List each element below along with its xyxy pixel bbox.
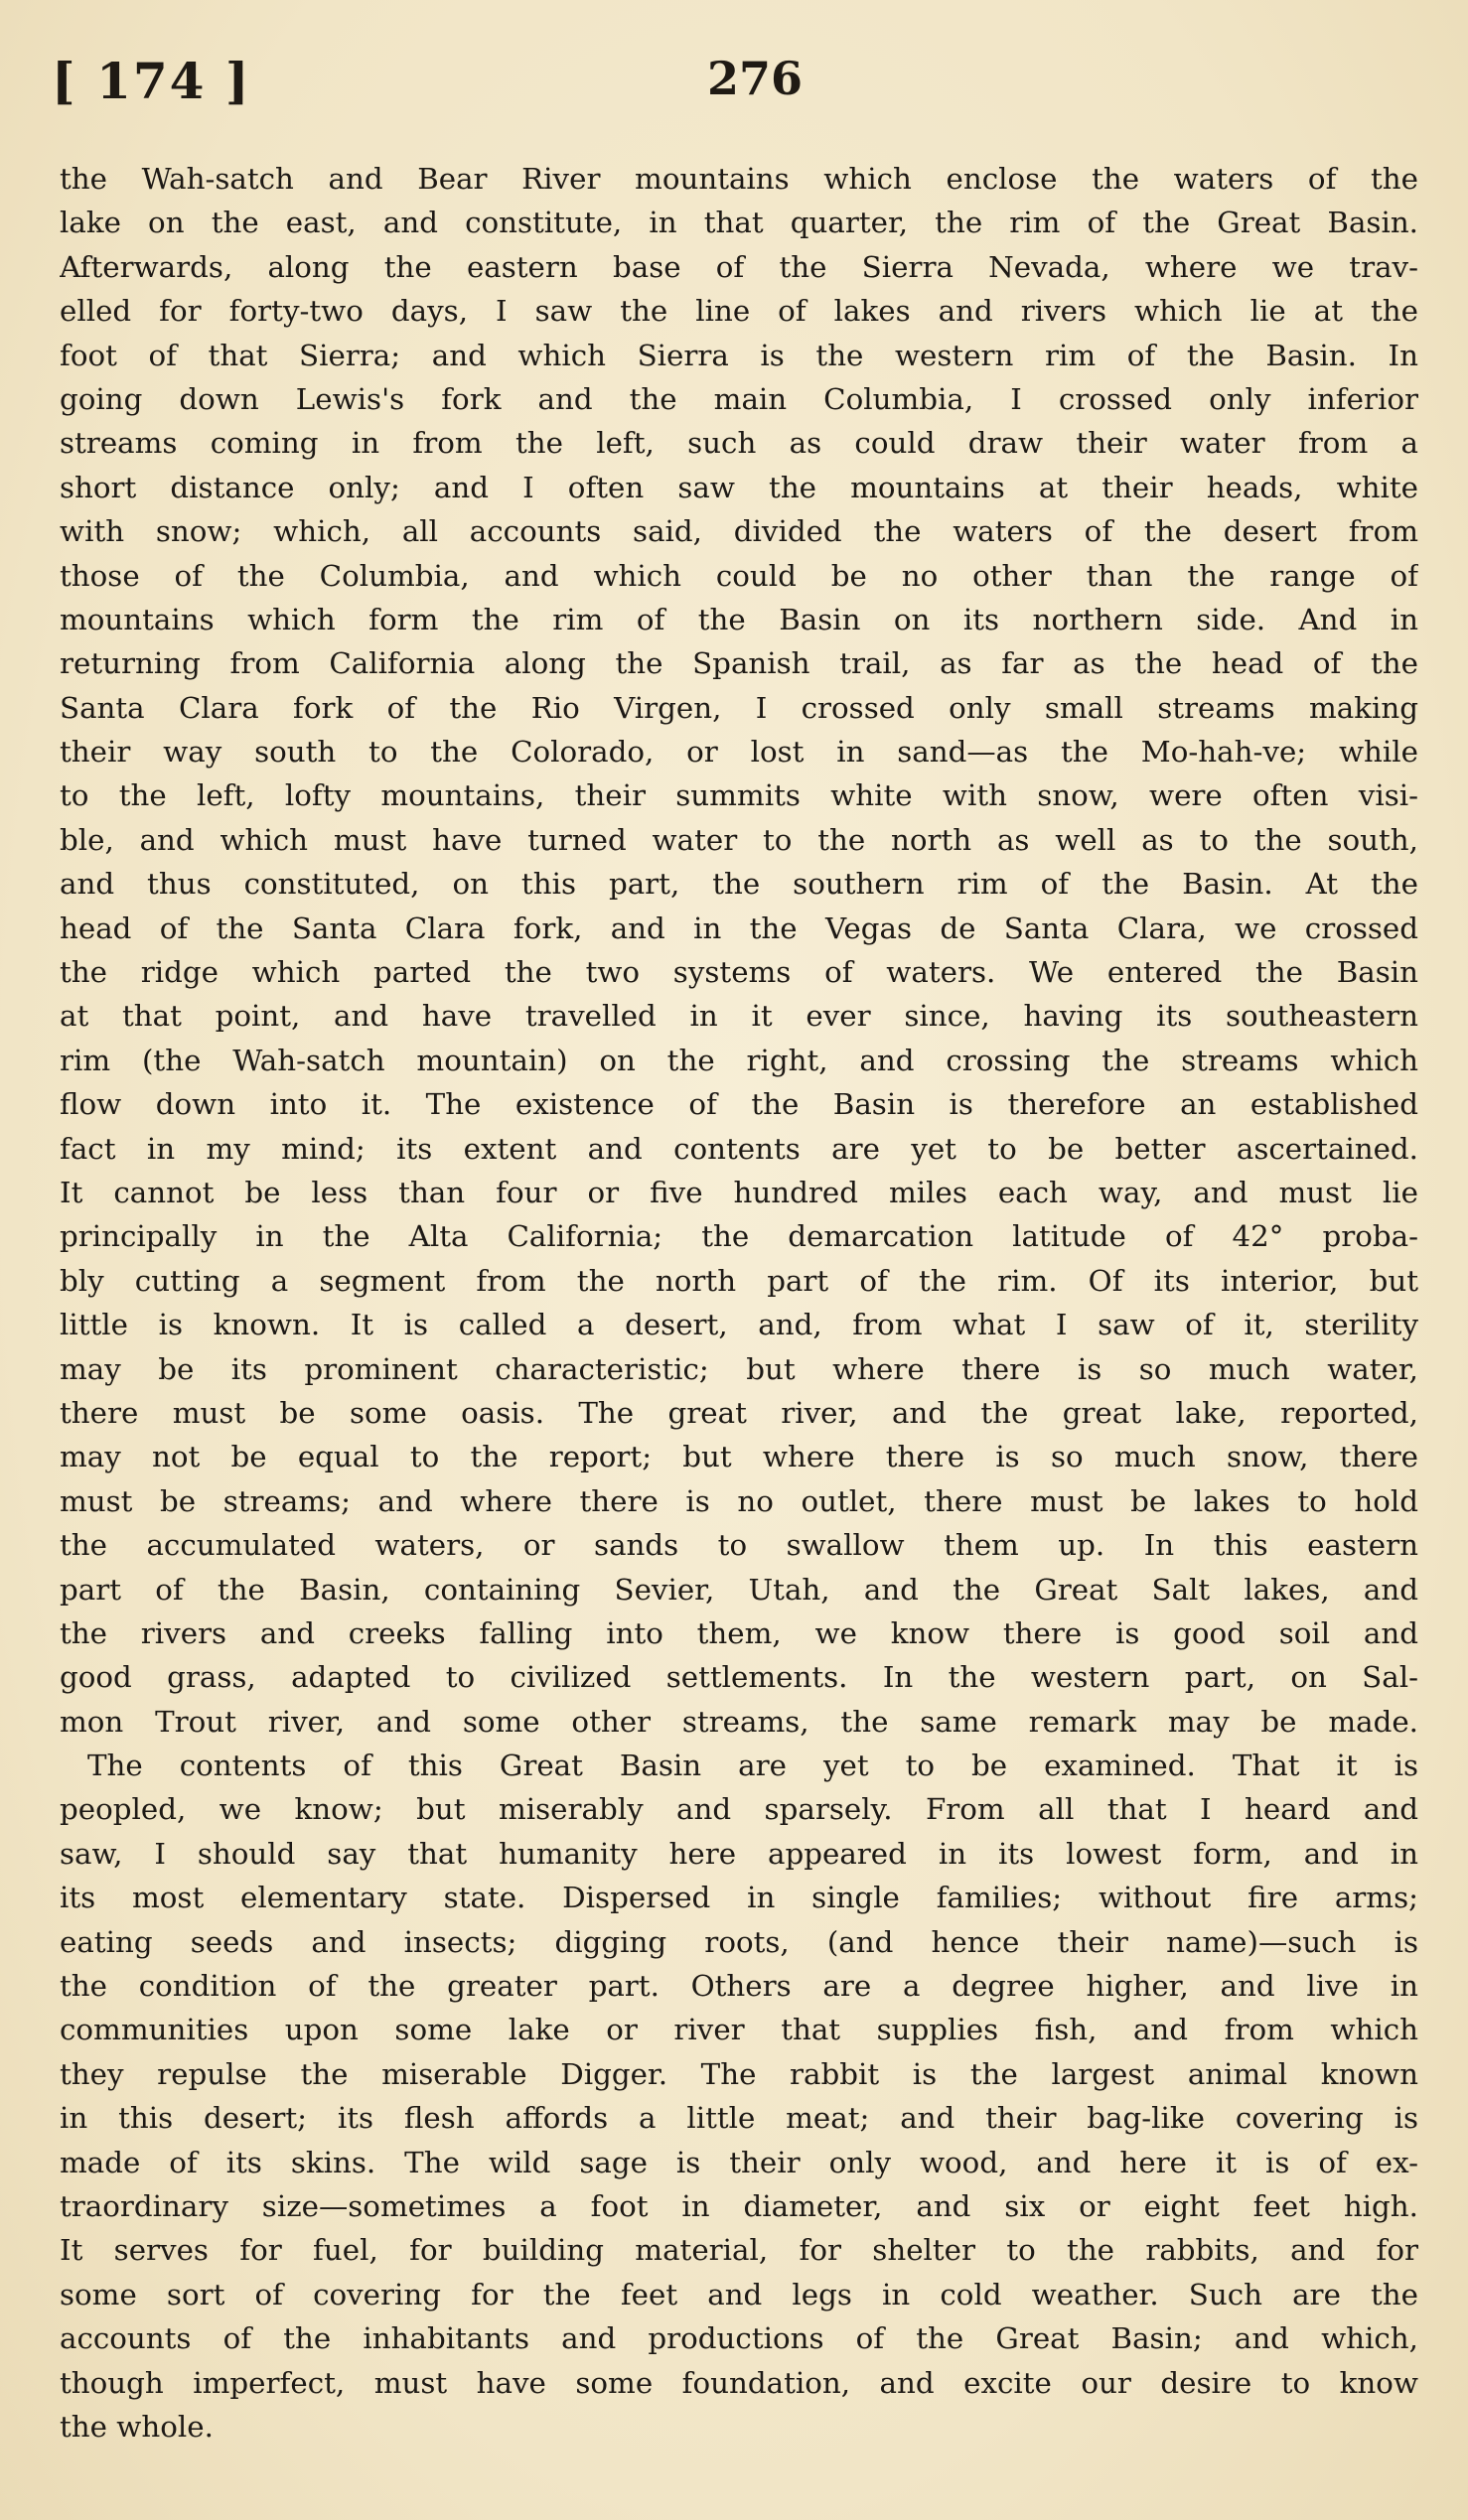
text-line: there must be some oasis. The great river, and the great lake, reported, (60, 1395, 1418, 1430)
text-line: traordinary size—sometimes a foot in diameter, and six or eight feet high. (60, 2188, 1418, 2223)
text-line: the condition of the greater part. Others are a degree higher, and live in (60, 1969, 1418, 2004)
text-line: good grass, adapted to civilized settlements. In the western part, on Sal- (60, 1660, 1418, 1695)
text-line: going down Lewis's fork and the main Columbia, I crossed only inferior (60, 381, 1418, 416)
text-line: at that point, and have travelled in it ever since, having its southeastern (60, 999, 1418, 1034)
text-line: those of the Columbia, and which could be no other than the range of (60, 558, 1418, 593)
text-line: ble, and which must have turned water to the north as well as to the south, (60, 822, 1418, 857)
text-line: some sort of covering for the feet and legs in cold weather. Such are the (60, 2277, 1418, 2311)
page-number: 276 (707, 52, 804, 105)
text-line: elled for forty-two days, I saw the line of lakes and rivers which lie at the (60, 294, 1418, 329)
text-line: streams coming in from the left, such as could draw their water from a (60, 426, 1418, 461)
text-line: lake on the east, and constitute, in that quarter, the rim of the Great Basin. (60, 206, 1418, 240)
text-line: foot of that Sierra; and which Sierra is the western rim of the Basin. In (60, 338, 1418, 372)
body-text (60, 157, 1418, 2449)
text-line: eating seeds and insects; digging roots, (and hence their name)—such is (60, 1924, 1418, 1959)
bracketed-page-number: [ 174 ] (52, 52, 251, 110)
text-line: part of the Basin, containing Sevier, Utah, and the Great Salt lakes, and (60, 1572, 1418, 1607)
text-line: they repulse the miserable Digger. The rabbit is the largest animal known (60, 2056, 1418, 2091)
text-line: must be streams; and where there is no outlet, there must be lakes to hold (60, 1483, 1418, 1518)
text-line: though imperfect, must have some foundation, and excite our desire to know (60, 2365, 1418, 2400)
text-line: saw, I should say that humanity here appeared in its lowest form, and in (60, 1836, 1418, 1871)
text-line: short distance only; and I often saw the mountains at their heads, white (60, 470, 1418, 504)
text-line: the accumulated waters, or sands to swallow them up. In this eastern (60, 1528, 1418, 1563)
text-line: made of its skins. The wild sage is their only wood, and here it is of ex- (60, 2145, 1418, 2179)
page-header (52, 52, 1422, 121)
text-line-paragraph-start: The contents of this Great Basin are yet to be examined. That it is (87, 1749, 1418, 1783)
text-line: in this desert; its flesh affords a little meat; and their bag-like covering is (60, 2101, 1418, 2136)
text-line: with snow; which, all accounts said, divided the waters of the desert from (60, 514, 1418, 549)
text-line: communities upon some lake or river that supplies fish, and from which (60, 2013, 1418, 2047)
text-line: the rivers and creeks falling into them, we know there is good soil and (60, 1615, 1418, 1650)
text-line: flow down into it. The existence of the Basin is therefore an established (60, 1087, 1418, 1122)
text-line: mountains which form the rim of the Basin on its northern side. And in (60, 602, 1418, 636)
text-line: Afterwards, along the eastern base of the Sierra Nevada, where we trav- (60, 249, 1418, 284)
text-line: the ridge which parted the two systems of waters. We entered the Basin (60, 955, 1418, 990)
text-line: head of the Santa Clara fork, and in the Vegas de Santa Clara, we crossed (60, 910, 1418, 945)
text-line: its most elementary state. Dispersed in single families; without fire arms; (60, 1881, 1418, 1915)
text-line: the Wah-satch and Bear River mountains which enclose the waters of the (60, 162, 1418, 196)
text-line: rim (the Wah-satch mountain) on the right, and crossing the streams which (60, 1043, 1418, 1077)
text-line: may be its prominent characteristic; but where there is so much water, (60, 1351, 1418, 1386)
text-line: accounts of the inhabitants and productions of the Great Basin; and which, (60, 2321, 1418, 2356)
text-line: and thus constituted, on this part, the southern rim of the Basin. At the (60, 867, 1418, 902)
text-line: little is known. It is called a desert, and, from what I saw of it, sterility (60, 1308, 1418, 1342)
text-line: mon Trout river, and some other streams, the same remark may be made. (60, 1704, 1418, 1739)
text-line: to the left, lofty mountains, their summits white with snow, were often visi- (60, 778, 1418, 813)
text-line: fact in my mind; its extent and contents are yet to be better ascertained. (60, 1131, 1418, 1166)
text-line: returning from California along the Spanish trail, as far as the head of the (60, 646, 1418, 681)
text-line: may not be equal to the report; but where there is so much snow, there (60, 1440, 1418, 1474)
text-line: It serves for fuel, for building material, for shelter to the rabbits, and for (60, 2233, 1418, 2268)
text-line: Santa Clara fork of the Rio Virgen, I crossed only small streams making (60, 690, 1418, 725)
text-line: peopled, we know; but miserably and sparsely. From all that I heard and (60, 1792, 1418, 1827)
text-line: their way south to the Colorado, or lost in sand—as the Mo-hah-ve; while (60, 735, 1418, 770)
text-line: It cannot be less than four or five hundred miles each way, and must lie (60, 1175, 1418, 1209)
text-line: principally in the Alta California; the demarcation latitude of 42° proba- (60, 1219, 1418, 1254)
text-line-final: the whole. (60, 2409, 214, 2444)
text-line: bly cutting a segment from the north part of the rim. Of its interior, but (60, 1263, 1418, 1298)
